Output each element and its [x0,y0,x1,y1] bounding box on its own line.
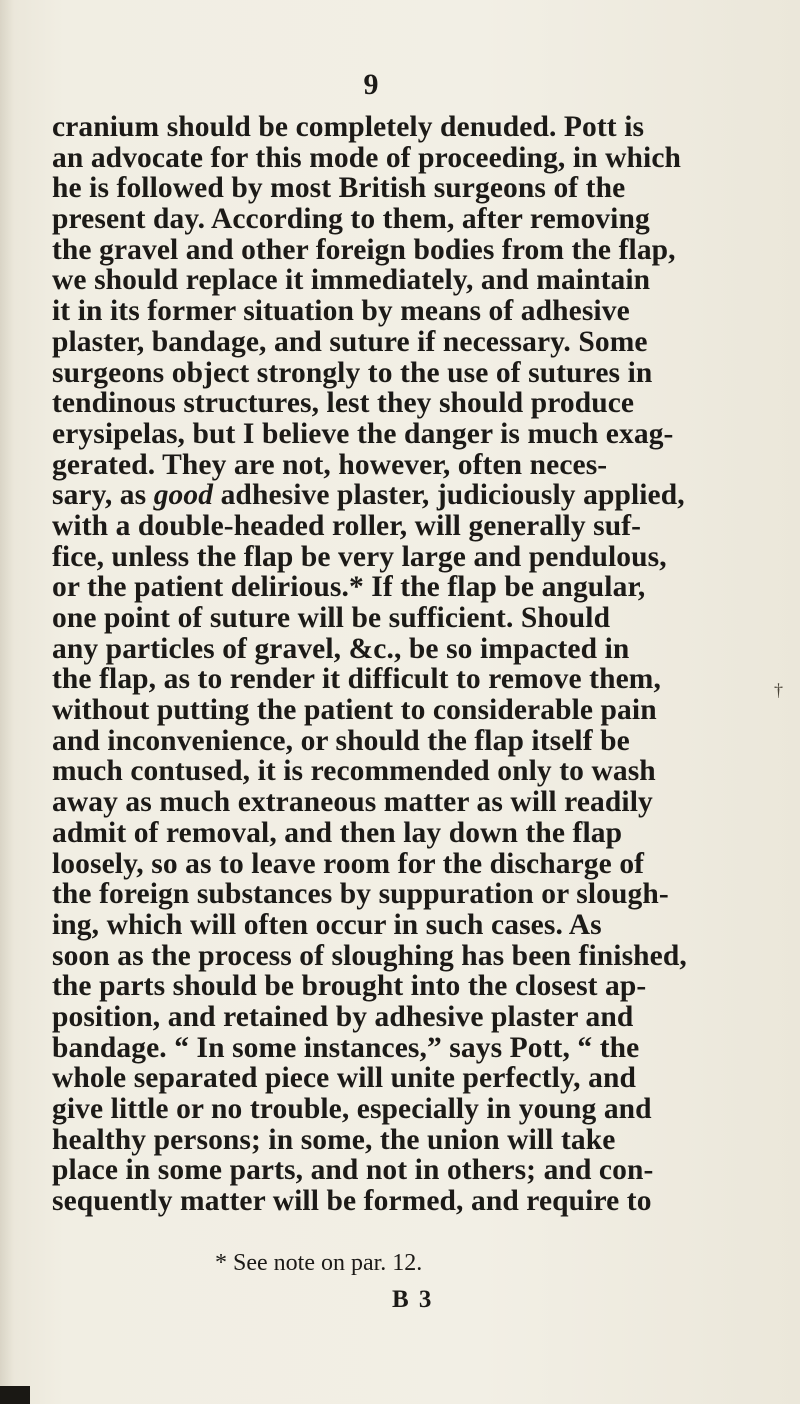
text-line: away as much extraneous matter as will readily [52,786,653,819]
page-gutter-shadow [0,0,14,1404]
text-line: place in some parts, and not in others; and con- [52,1154,654,1187]
text-line: present day. According to them, after removing [52,203,650,236]
text-line: the flap, as to render it difficult to remove them, [52,663,661,696]
scan-corner-mark [0,1386,30,1404]
text-line: erysipelas, but I believe the danger is much exag- [52,417,674,450]
text-line: much contused, it is recommended only to wash [52,755,656,788]
emphasis-word: good [153,479,214,512]
signature-mark: B 3 [392,1286,434,1313]
text-line: cranium should be completely denuded. Pott is [52,111,645,143]
text-line: bandage. “ In some instances,” says Pott, “ the [52,1031,640,1064]
text-line: whole separated piece will unite perfectly, and [52,1062,636,1095]
page-number: 9 [363,68,379,101]
text-line: an advocate for this mode of proceeding, in which [52,141,682,174]
text-line: any particles of gravel, &c., be so impacted in [52,632,630,665]
text-line: sequently matter will be formed, and require to [52,1185,652,1218]
text-line: healthy persons; in some, the union will take [52,1123,616,1156]
text-line: surgeons object strongly to the use of sutures in [52,356,653,389]
text-line: one point of suture will be sufficient. Should [52,602,611,634]
text-line: tendinous structures, lest they should produce [52,387,635,420]
text-line: plaster, bandage, and suture if necessary. Some [52,325,648,358]
text-line: sary, as good adhesive plaster, judiciously applied, [52,479,685,512]
margin-mark: † [774,680,783,700]
text-line: or the patient delirious.* If the flap be angular, [52,571,646,604]
text-line: ing, which will often occur in such cases. As [52,908,602,941]
body-text [52,112,800,1217]
text-line: fice, unless the flap be very large and pendulous, [52,540,667,573]
text-line: soon as the process of sloughing has been finished, [52,939,687,972]
text-line: it in its former situation by means of adhesive [52,295,630,328]
text-line: admit of removal, and then lay down the flap [52,816,623,849]
text-line: without putting the patient to considerable pain [52,694,657,727]
text-line: the gravel and other foreign bodies from the flap, [52,233,676,266]
footnote: * See note on par. 12. [215,1250,423,1276]
text-line: we should replace it immediately, and maintain [52,264,651,297]
text-line: loosely, so as to leave room for the discharge of [52,847,645,880]
text-line: position, and retained by adhesive plaster and [52,1000,634,1033]
text-line: with a double-headed roller, will generally suf- [52,509,642,542]
text-line: the foreign substances by suppuration or slough- [52,878,669,911]
text-line: he is followed by most British surgeons of the [52,172,626,205]
text-line: gerated. They are not, however, often neces- [52,448,608,481]
text-line: the parts should be brought into the closest ap- [52,970,647,1003]
text-line: give little or no trouble, especially in young and [52,1093,652,1125]
text-line: and inconvenience, or should the flap itself be [52,724,630,757]
